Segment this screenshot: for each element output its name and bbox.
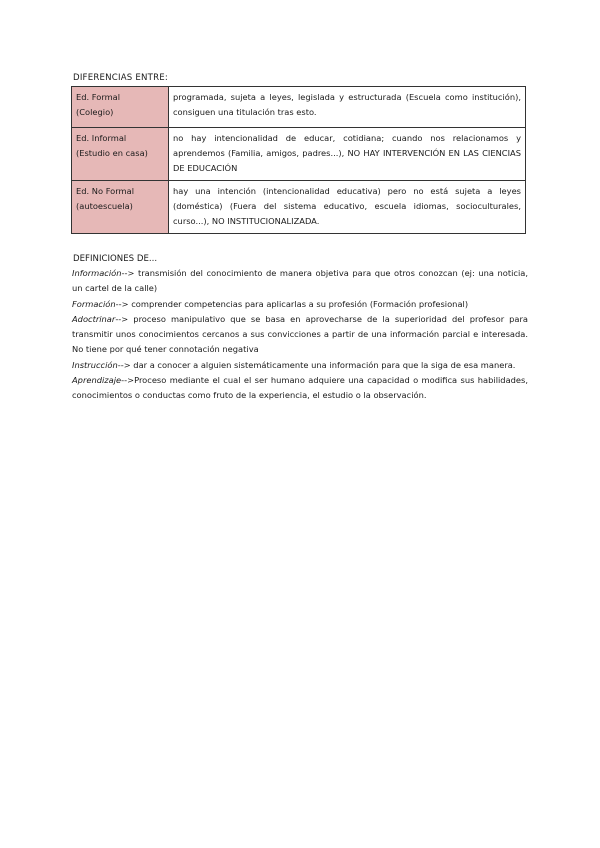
definition-arrow: -->: [115, 313, 134, 324]
row-label-title: Ed. No Formal: [76, 186, 134, 196]
table-row: [72, 181, 526, 234]
row-label-subtitle: (Estudio en casa): [76, 148, 148, 158]
definition-term: Instrucción: [72, 359, 118, 370]
definition-item: [72, 266, 528, 297]
row-label-cell: [72, 181, 169, 234]
definition-item: [72, 373, 528, 404]
definition-item: [72, 297, 528, 312]
definition-arrow: -->: [117, 359, 134, 370]
table-row: [72, 128, 526, 181]
definition-term: Formación: [72, 298, 116, 309]
definition-arrow: -->: [121, 375, 135, 386]
definitions-list: [72, 266, 528, 404]
definition-arrow: -->: [121, 268, 138, 278]
definition-item: [72, 358, 528, 373]
definitions-heading: DEFINICIONES DE...: [73, 254, 158, 264]
row-label-title: Ed. Formal: [76, 92, 121, 102]
definition-term: Información: [72, 268, 122, 278]
row-label-subtitle: (Colegio): [76, 107, 114, 117]
definition-text: transmisión del conocimiento de manera objetiva para que otros conozcan (ej: una noticia, un cartel de la calle): [72, 268, 528, 294]
definition-arrow: -->: [115, 298, 132, 309]
row-content-cell: programada, sujeta a leyes, legislada y estructurada (Escuela como institución), consiguen una titulación tras esto.: [169, 87, 526, 128]
row-label-subtitle: (autoescuela): [76, 201, 133, 211]
row-label-title: Ed. Informal: [76, 133, 127, 143]
definition-term: Adoctrinar: [72, 313, 116, 324]
differences-table: [71, 86, 526, 234]
row-content-cell: no hay intencionalidad de educar, cotidiana; cuando nos relacionamos y aprendemos (Familia, amigos, padres...), NO HAY INTERVENCIÓN EN LAS CIENCIAS DE EDUCACIÓN: [169, 128, 526, 181]
section-title: DIFERENCIAS ENTRE:: [73, 73, 168, 83]
row-label-cell: [72, 87, 169, 128]
definition-text: comprender competencias para aplicarlas a su profesión (Formación profesional): [131, 298, 469, 309]
definition-item: [72, 312, 528, 358]
definition-text: dar a conocer a alguien sistemáticamente una información para que la siga de esa manera.: [133, 359, 516, 370]
definition-term: Aprendizaje: [72, 375, 122, 386]
definition-text: proceso manipulativo que se basa en aprovecharse de la superioridad del profesor para transmitir unos conocimientos cercanos a sus convicciones a partir de una información parcial e interesada. No tiene por qué tener connotación negativa: [72, 313, 528, 355]
definition-text: Proceso mediante el cual el ser humano adquiere una capacidad o modifica sus habilidades, conocimientos o conductas como fruto de la experiencia, el estudio o la observación.: [72, 375, 528, 401]
row-label-cell: [72, 128, 169, 181]
row-content-cell: hay una intención (intencionalidad educativa) pero no está sujeta a leyes (doméstica) (Fuera del sistema educativo, escuela idiomas, socioculturales, curso...), NO INSTITUCIONALIZADA.: [169, 181, 526, 234]
table-row: [72, 87, 526, 128]
